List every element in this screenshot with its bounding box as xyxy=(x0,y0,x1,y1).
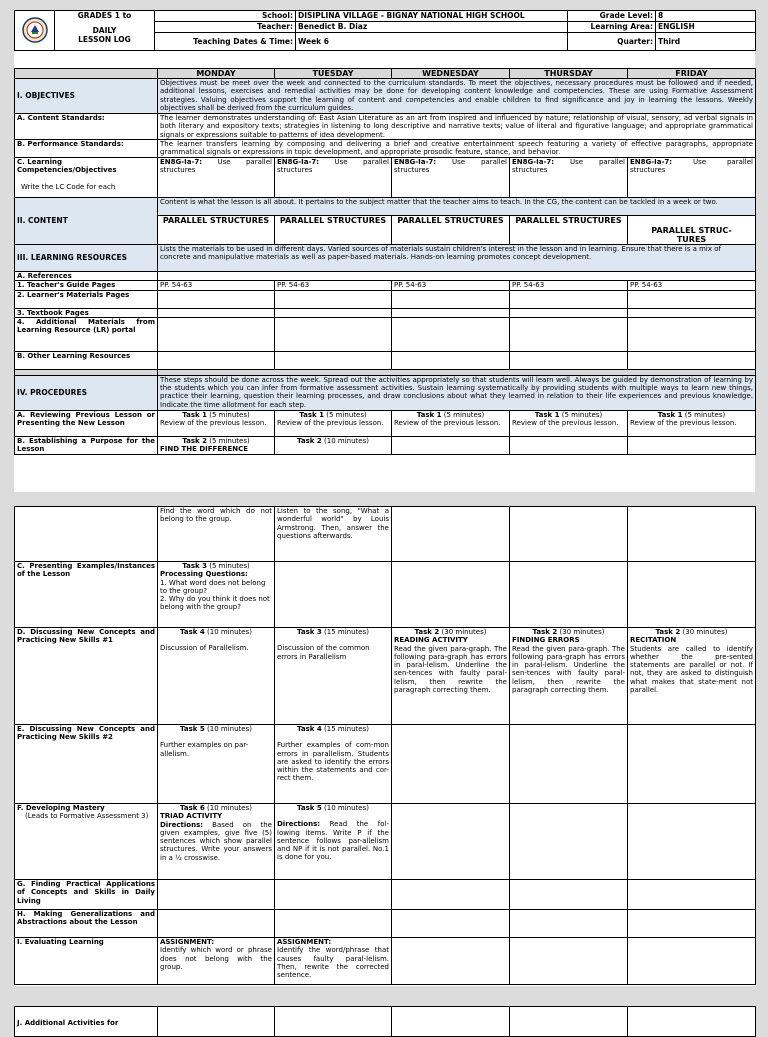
oth-thu xyxy=(510,351,628,369)
purpose-wed xyxy=(392,436,510,454)
review-text: Review of the previous lesson. xyxy=(512,419,619,428)
task-time: (30 minutes) xyxy=(682,628,728,636)
task-time: (10 minutes) xyxy=(324,804,369,812)
topic-tue: PARALLEL STRUCTURES xyxy=(275,216,392,245)
task-time: (5 minutes) xyxy=(209,562,250,570)
page-2 xyxy=(14,506,755,986)
directions-label: Directions: xyxy=(160,820,204,829)
task-label: Task 6 xyxy=(180,804,205,812)
competency-thu xyxy=(510,158,628,198)
presenting-wed xyxy=(392,562,510,628)
competencies-label: C. Learning Competencies/Objectives xyxy=(17,158,117,175)
addact-mon xyxy=(158,1007,275,1037)
mastery-tue xyxy=(275,804,392,880)
purpose-thu xyxy=(510,436,628,454)
content-standards-label: A. Content Standards: xyxy=(15,114,158,140)
competency-fri xyxy=(628,158,756,198)
gen-thu xyxy=(510,910,628,938)
oth-fri xyxy=(628,351,756,369)
lm-tue xyxy=(275,290,392,308)
dates-value: Week 6 xyxy=(296,33,568,51)
task-text: Read the given para-graph. The following para-graph has errors in paral-lelism. Underline the sen-tences with faulty paral-lelism, then rewrite the paragraph correcting them. xyxy=(512,644,625,695)
add-wed xyxy=(392,317,510,351)
task-time: (10 minutes) xyxy=(207,804,252,812)
mastery-mon xyxy=(158,804,275,880)
task-text: Read the given para-graph. The following para-graph has errors in paral-lelism. Underline the sen-tences with faulty paral-lelism, then rewrite the paragraph correcting them. xyxy=(394,644,507,695)
lm-mon xyxy=(158,290,275,308)
purpose-wed-cont xyxy=(392,507,510,562)
task-text-wrap xyxy=(160,821,272,862)
task-label: Task 2 xyxy=(297,436,322,445)
presenting-mon xyxy=(158,562,275,628)
competency-code: EN8G-Ia-7: xyxy=(630,158,673,166)
task-time: (30 minutes) xyxy=(559,628,605,636)
content-label: II. CONTENT xyxy=(15,198,158,245)
discussing2-thu xyxy=(510,725,628,804)
discussing2-label: E. Discussing New Concepts and Practicing New Skills #2 xyxy=(15,725,158,804)
tg-thu: PP. 54-63 xyxy=(510,281,628,290)
topic-wed: PARALLEL STRUCTURES xyxy=(392,216,510,245)
competencies-label-cell xyxy=(15,158,158,198)
applications-label: G. Finding Practical Applications of Concepts and Skills in Daily Living xyxy=(15,880,158,910)
area-value: ENGLISH xyxy=(656,22,756,33)
directions-label: Directions: xyxy=(277,820,321,829)
competency-text: Use parallel structures xyxy=(394,158,507,175)
task-text-wrap xyxy=(277,820,389,861)
task-label: Task 1 xyxy=(534,410,560,419)
title-line2: DAILY LESSON LOG xyxy=(78,26,131,44)
task-label: Task 1 xyxy=(182,410,207,419)
purpose-thu-cont xyxy=(510,507,628,562)
topic-thu: PARALLEL STRUCTURES xyxy=(510,216,628,245)
oth-wed xyxy=(392,351,510,369)
task-text: Further examples of com-mon errors in parallelism. Students are asked to identify the errors within the statements and cor-rect them. xyxy=(277,741,389,783)
mastery-label-cell xyxy=(15,804,158,880)
task-time: (15 minutes) xyxy=(324,725,369,733)
task-label: Task 3 xyxy=(297,628,322,636)
day-monday: MONDAY xyxy=(158,69,275,79)
lm-fri xyxy=(628,290,756,308)
task-label: Task 2 xyxy=(414,628,440,636)
task-title: TRIAD ACTIVITY xyxy=(160,812,223,821)
task-time: (5 minutes) xyxy=(684,410,726,419)
title-line1: GRADES 1 to xyxy=(77,11,132,20)
additional-activities-label: J. Additional Activities for xyxy=(15,1007,158,1037)
procedures-text: These steps should be done across the week. Spread out the activities appropriately so that students will learn well. Always be guided by demonstration of learning by the students which you can infer from formative assessment activities. Sustain learning systematically by providing students with multiple ways to learn new things, practice their learning, question their learning processes, and draw conclusions about what they learned in relation to their life experiences and previous knowledge. Indicate the time allotment for each step. xyxy=(158,375,756,410)
discussing1-label: D. Discussing New Concepts and Practicing New Skills #1 xyxy=(15,628,158,725)
references-row xyxy=(158,272,756,281)
task-text: Based on the given examples, give five (5) sentences which show parallel structures. Write your answers in a ½ crosswise. xyxy=(160,820,272,862)
task-text: Discussion of the common errors in Parallelism xyxy=(277,644,370,661)
review-text: Review of the previous lesson. xyxy=(394,419,501,428)
oth-tue xyxy=(275,351,392,369)
add-tue xyxy=(275,317,392,351)
addact-thu xyxy=(510,1007,628,1037)
addact-wed xyxy=(392,1007,510,1037)
competency-text: Use parallel structures xyxy=(160,158,272,175)
quarter-label: Quarter: xyxy=(568,33,656,51)
discussing2-mon xyxy=(158,725,275,804)
app-mon xyxy=(158,880,275,910)
question-2: 2. Why do you think it does not belong with the group? xyxy=(160,595,270,612)
objectives-text: Objectives must be meet over the week and connected to the curriculum standards. To meet the objectives, necessary procedures must be followed and if needed, additional lessons, exercises and remedial activities may be done for developing content knowledge and competencies. These are using Formative Assessment strategies. Valuing objectives support the learning of content and competencies and enable children to find significance and joy in learning the lessons. Weekly objectives shall be derived from the curriculum guides. xyxy=(158,79,756,114)
dll-main-table-cont xyxy=(14,506,756,985)
tg-fri: PP. 54-63 xyxy=(628,281,756,290)
purpose-mon xyxy=(158,436,275,454)
presenting-thu xyxy=(510,562,628,628)
review-text: Review of the previous lesson. xyxy=(160,419,267,428)
task-label: Task 5 xyxy=(297,804,322,812)
purpose-tue xyxy=(275,436,392,454)
area-label: Learning Area: xyxy=(568,22,656,33)
mastery-thu xyxy=(510,804,628,880)
tb-mon xyxy=(158,308,275,317)
task-label: Task 1 xyxy=(416,410,442,419)
purpose-label: B. Establishing a Purpose for the Lesson xyxy=(15,436,158,454)
addact-tue xyxy=(275,1007,392,1037)
task-label: Task 5 xyxy=(180,725,205,733)
tb-fri xyxy=(628,308,756,317)
lm-thu xyxy=(510,290,628,308)
grade-value: 8 xyxy=(656,11,756,22)
discussing1-mon xyxy=(158,628,275,725)
dates-label: Teaching Dates & Time: xyxy=(155,33,296,51)
app-tue xyxy=(275,880,392,910)
dll-main-table xyxy=(14,68,756,455)
mastery-label: F. Developing Mastery xyxy=(17,804,105,812)
task-title: FIND THE DIFFERENCE xyxy=(160,445,249,454)
day-thursday: THURSDAY xyxy=(510,69,628,79)
tg-tue: PP. 54-63 xyxy=(275,281,392,290)
competency-code: EN8G-Ia-7: xyxy=(512,158,555,166)
dll-main-table-cont2 xyxy=(14,1006,756,1037)
app-fri xyxy=(628,880,756,910)
oth-mon xyxy=(158,351,275,369)
purpose-fri xyxy=(628,436,756,454)
task-label: Task 1 xyxy=(657,410,683,419)
grade-label: Grade Level: xyxy=(568,11,656,22)
task-time: (5 minutes) xyxy=(561,410,603,419)
competency-text: Use parallel structures xyxy=(277,158,389,175)
discussing1-thu xyxy=(510,628,628,725)
discussing2-wed xyxy=(392,725,510,804)
purpose-cont-label xyxy=(15,507,158,562)
presenting-fri xyxy=(628,562,756,628)
task-time: (10 minutes) xyxy=(207,628,252,636)
discussing2-tue xyxy=(275,725,392,804)
review-text: Review of the previous lesson. xyxy=(630,419,737,428)
app-wed xyxy=(392,880,510,910)
resources-label: III. LEARNING RESOURCES xyxy=(15,245,158,272)
task-time: (30 minutes) xyxy=(441,628,487,636)
task-time: (10 minutes) xyxy=(324,436,369,445)
assignment-text: Identify which word or phrase does not belong with the group. xyxy=(160,946,272,971)
review-wed xyxy=(392,410,510,436)
task-title: READING ACTIVITY xyxy=(394,636,468,645)
competency-code: EN8G-Ia-7: xyxy=(277,158,320,166)
review-text: Review of the previous lesson. xyxy=(277,419,384,428)
task-label: Task 2 xyxy=(532,628,558,636)
competency-code: EN8G-Ia-7: xyxy=(394,158,437,166)
eval-mon xyxy=(158,938,275,985)
task-time: (15 minutes) xyxy=(324,628,369,636)
references-label: A. References xyxy=(15,272,158,281)
topic-mon: PARALLEL STRUCTURES xyxy=(158,216,275,245)
question-1: 1. What word does not belong to the group? xyxy=(160,578,266,595)
resources-text: Lists the materials to be used in different days. Varied sources of materials sustain children's interest in the lesson and in learning. Ensure that there is a mix of concrete and manipulative materials as well as paper-based materials. Hands-on learning promotes concept development. xyxy=(158,245,756,272)
task-text: Students are called to identify whether the pre-sented statements are parallel or not. If not, they are asked to distinguish what makes that state-ment not parallel. xyxy=(630,644,753,695)
competency-tue xyxy=(275,158,392,198)
competency-text: Use parallel structures xyxy=(512,158,625,175)
tb-wed xyxy=(392,308,510,317)
tg-mon: PP. 54-63 xyxy=(158,281,275,290)
app-thu xyxy=(510,880,628,910)
assignment-label: ASSIGNMENT: xyxy=(277,938,332,946)
day-wednesday: WEDNESDAY xyxy=(392,69,510,79)
review-fri xyxy=(628,410,756,436)
tb-tue xyxy=(275,308,392,317)
competencies-sub: Write the LC Code for each xyxy=(21,182,116,191)
performance-standards-label: B. Performance Standards: xyxy=(15,140,158,158)
presenting-tue xyxy=(275,562,392,628)
mastery-wed xyxy=(392,804,510,880)
reviewing-label: A. Reviewing Previous Lesson or Presenting the New Lesson xyxy=(15,410,158,436)
eval-tue xyxy=(275,938,392,985)
content-standards-text: The learner demonstrates understanding of: East Asian Literature as an art from inspired and influenced by nature; relationship of visual, sensory, ad verbal signals in both literary and expository texts; strategies in listening to long descriptive and narrative texts; value of literal and figurative language; and appropriate grammatical signals or expressions suitable to patterns of idea development. xyxy=(158,114,756,140)
competency-wed xyxy=(392,158,510,198)
competency-mon xyxy=(158,158,275,198)
school-value: DISIPLINA VILLAGE - BIGNAY NATIONAL HIGH SCHOOL xyxy=(296,11,568,22)
purpose-mon-cont: Find the word which do not belong to the group. xyxy=(158,507,275,562)
lm-wed xyxy=(392,290,510,308)
purpose-tue-cont: Listen to the song, "What a wonderful world" by Louis Armstrong. Then, answer the questions afterwards. xyxy=(275,507,392,562)
gen-tue xyxy=(275,910,392,938)
page-1 xyxy=(14,10,755,492)
discussing1-tue xyxy=(275,628,392,725)
task-label: Task 2 xyxy=(655,628,681,636)
teacher-value: Benedict B. Diaz xyxy=(296,22,568,33)
review-mon xyxy=(158,410,275,436)
other-label: B. Other Learning Resources xyxy=(15,351,158,369)
deped-seal xyxy=(15,11,55,51)
task-title: Processing Questions: xyxy=(160,570,248,579)
add-thu xyxy=(510,317,628,351)
content-text: Content is what the lesson is all about. It pertains to the subject matter that the teacher aims to teach. In the CG, the content can be tackled in a week or two. xyxy=(158,198,756,216)
performance-standards-text: The learner transfers learning by composing and delivering a brief and creative entertainment speech featuring a variety of effective paragraphs, appropriate grammatical signals or expressions in topic development, and appropriate prosodic feature, stance, and behavior. xyxy=(158,140,756,158)
task-text: Discussion of Parallelism. xyxy=(160,644,249,653)
evaluating-label: I. Evaluating Learning xyxy=(15,938,158,985)
discussing2-fri xyxy=(628,725,756,804)
quarter-value: Third xyxy=(656,33,756,51)
review-tue xyxy=(275,410,392,436)
assignment-label: ASSIGNMENT: xyxy=(160,938,215,946)
task-title: FINDING ERRORS xyxy=(512,636,580,645)
topic-fri: PARALLEL STRUC-TURES xyxy=(628,216,756,245)
task-label: Task 2 xyxy=(182,436,207,445)
task-label: Task 4 xyxy=(297,725,322,733)
seal-icon xyxy=(22,17,48,43)
header-table xyxy=(14,10,756,51)
additional-label: 4. Additional Materials from Learning Resource (LR) portal xyxy=(15,317,158,351)
eval-fri xyxy=(628,938,756,985)
purpose-fri-cont xyxy=(628,507,756,562)
add-fri xyxy=(628,317,756,351)
task-time: (5 minutes) xyxy=(209,436,250,445)
eval-wed xyxy=(392,938,510,985)
task-label: Task 4 xyxy=(180,628,205,636)
day-friday: FRIDAY xyxy=(628,69,756,79)
review-thu xyxy=(510,410,628,436)
dll-title xyxy=(55,11,155,51)
gen-wed xyxy=(392,910,510,938)
school-label: School: xyxy=(155,11,296,22)
task-label: Task 1 xyxy=(299,410,324,419)
mastery-sub: (Leads to Formative Assessment 3) xyxy=(25,812,149,821)
competency-code: EN8G-Ia-7: xyxy=(160,158,203,166)
gen-mon xyxy=(158,910,275,938)
lm-label: 2. Learner's Materials Pages xyxy=(15,290,158,308)
textbook-label: 3. Textbook Pages xyxy=(15,308,158,317)
generalizations-label: H. Making Generalizations and Abstractions about the Lesson xyxy=(15,910,158,938)
mastery-fri xyxy=(628,804,756,880)
add-mon xyxy=(158,317,275,351)
task-label: Task 3 xyxy=(182,562,207,570)
gen-fri xyxy=(628,910,756,938)
tb-thu xyxy=(510,308,628,317)
competency-text: Use parallel structures xyxy=(630,158,753,175)
task-time: (5 minutes) xyxy=(209,410,250,419)
teacher-label: Teacher: xyxy=(155,22,296,33)
task-text: Further examples on par-allelism. xyxy=(160,741,249,758)
procedures-label: IV. PROCEDURES xyxy=(15,375,158,410)
task-time: (10 minutes) xyxy=(207,725,252,733)
task-time: (5 minutes) xyxy=(443,410,485,419)
presenting-label: C. Presenting Examples/Instances of the Lesson xyxy=(15,562,158,628)
addact-fri xyxy=(628,1007,756,1037)
assignment-text: Identify the word/phrase that causes faulty paral-lelism. Then, rewrite the corrected sentence. xyxy=(277,946,389,980)
tg-label: 1. Teacher's Guide Pages xyxy=(15,281,158,290)
task-text: Read the fol-lowing items. Write P if the sentence follows par-allelism and NP if it is not parallel. No.1 is done for you. xyxy=(277,820,389,862)
corner-cell xyxy=(15,69,158,79)
eval-thu xyxy=(510,938,628,985)
objectives-label: I. OBJECTIVES xyxy=(15,79,158,114)
tg-wed: PP. 54-63 xyxy=(392,281,510,290)
task-title: RECITATION xyxy=(630,636,677,645)
page-3 xyxy=(14,1006,755,1036)
day-tuesday: TUESDAY xyxy=(275,69,392,79)
discussing1-fri xyxy=(628,628,756,725)
discussing1-wed xyxy=(392,628,510,725)
task-time: (5 minutes) xyxy=(326,410,367,419)
